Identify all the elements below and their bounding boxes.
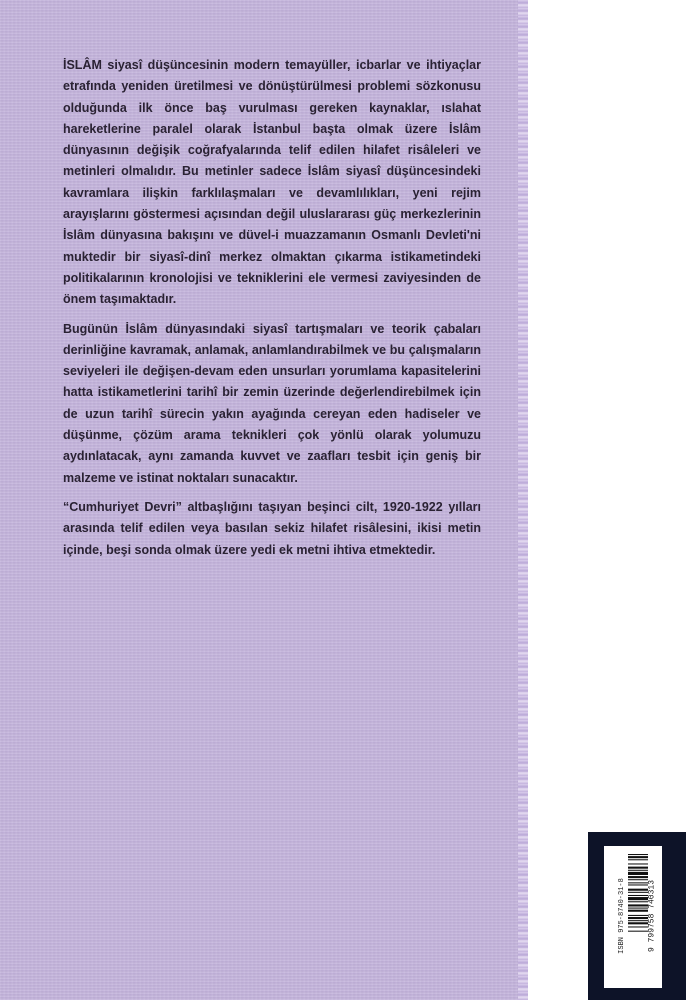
isbn-label: ISBN 975-8740-31-8 xyxy=(618,878,626,954)
blurb-paragraph-1: İSLÂM siyasî düşüncesinin modern temayüller, icbarlar ve ihtiyaçlar etrafında yeniden üretilmesi ve dönüştürülmesi problemi sözkonusu olduğunda ilk önce baş vurulması gereken kaynaklar, ıslahat hareketlerine paralel olarak İstanbul başta olmak üzere İslâm dünyasının değişik coğrafyalarında telif edilen hilafet risâleleri ve metinleri olmalıdır. Bu metinler sadece İslâm siyasî düşüncesindeki kavramlara ilişkin farklılaşmaları ve devamlılıkları, yeni rejim arayışlarını göstermesi açısından değil uluslararası güç merkezlerinin İslâm dünyasına bakışını ve düvel-i muazzamanın Osmanlı Devleti'ni muktedir bir siyasî-dinî merkez olmaktan çıkarma istikametindeki politikalarının kronolojisi ve tekniklerini ele vermesi zaviyesinden de önem taşımaktadır. xyxy=(63,58,481,307)
blurb-paragraph-2: Bugünün İslâm dünyasındaki siyasî tartışmaları ve teorik çabaları derinliğine kavramak, anlamak, anlamlandırabilmek ve bu çalışmaların seviyeleri ile değişen-devam eden unsurları yorumlama kapasitelerini hatta istikametlerini tarihî bir zemin üzerinde değerlendirebilmek için de uzun tarihî sürecin yakın ayağında cereyan eden hadiseler ve düşünme, çözüm arama teknikleri çok yönlü olarak yolumuzu aydınlatacak, aynı zamanda kuvvet ve zaafları tesbit için geniş bir malzeme ve istinat noktaları sunacaktır. xyxy=(63,321,481,485)
barcode-bar xyxy=(628,901,648,902)
barcode-bar xyxy=(628,926,648,927)
blurb-paragraph-3: “Cumhuriyet Devri” altbaşlığını taşıyan beşinci cilt, 1920-1922 yılları arasında telif edilen veya basılan sekiz hilafet risâlesini, ikisi metin içinde, beşi sonda olmak üzere yedi ek metni ihtiva etmektedir. xyxy=(63,499,481,557)
barcode-bar xyxy=(628,872,648,875)
barcode-bar xyxy=(628,882,648,883)
ean-digits: 9 799758 740313 xyxy=(647,879,657,953)
barcode-bar xyxy=(628,904,648,906)
barcode-bar xyxy=(628,870,648,871)
barcode-bar xyxy=(628,908,648,909)
blurb-text xyxy=(63,55,481,569)
barcode-bar xyxy=(628,910,648,912)
barcode-bar xyxy=(628,920,648,921)
barcode-bar xyxy=(628,879,648,880)
barcode-bar xyxy=(628,859,648,860)
barcode-bar xyxy=(628,867,648,869)
barcode-bar xyxy=(628,915,648,916)
barcode-bar xyxy=(628,863,648,864)
barcode-bar xyxy=(628,895,648,896)
barcode-bar xyxy=(628,922,648,924)
barcode-bar xyxy=(628,889,648,891)
barcode-bar xyxy=(628,856,648,858)
barcode-bar xyxy=(628,897,648,900)
barcode-bar xyxy=(628,931,648,932)
barcode-bar xyxy=(628,892,648,893)
cover-page-edge xyxy=(518,0,528,1000)
barcode-bar xyxy=(628,884,648,885)
barcode-bar xyxy=(628,876,648,878)
barcode xyxy=(604,846,662,988)
barcode-bar xyxy=(628,917,648,919)
barcode-bar xyxy=(628,854,648,855)
